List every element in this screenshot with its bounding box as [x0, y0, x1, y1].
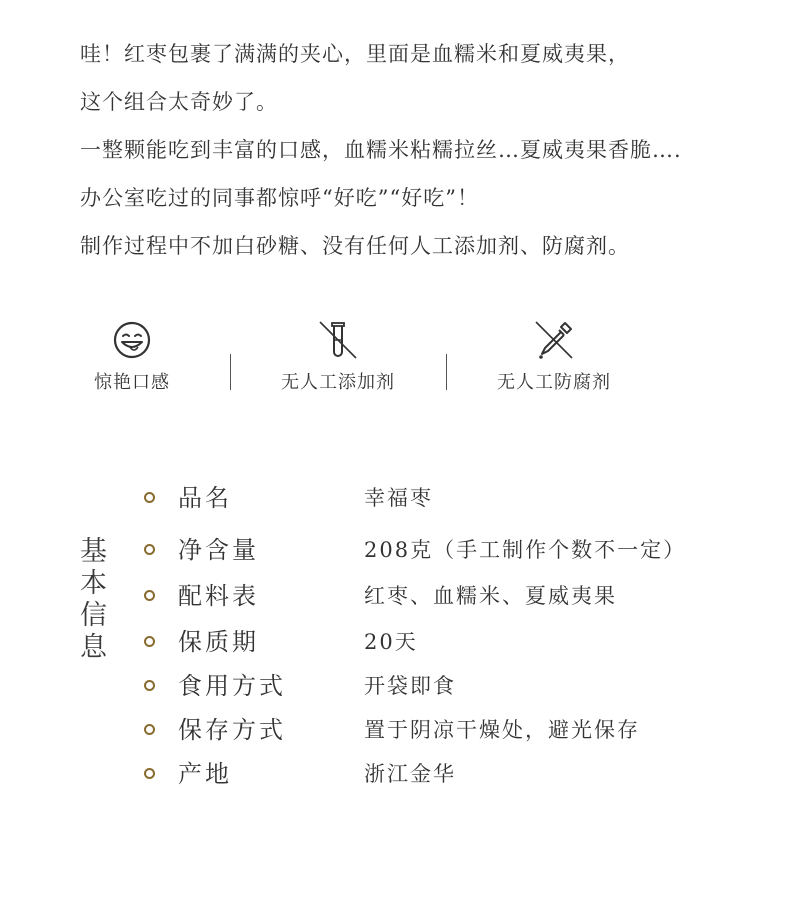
intro-line: 制作过程中不加白砂糖、没有任何人工添加剂、防腐剂。: [80, 234, 630, 258]
title-char: 息: [80, 632, 107, 663]
info-row-storage: [144, 710, 764, 750]
feature-strip: [72, 318, 652, 398]
info-key: 保存方式: [178, 716, 286, 744]
info-row-net-weight: [144, 530, 764, 570]
info-value: 开袋即食: [364, 674, 456, 698]
dropper-crossed-icon: [532, 318, 576, 362]
intro-line: 一整颗能吃到丰富的口感，血糯米粘糯拉丝…夏威夷果香脆….: [80, 138, 682, 162]
info-row-ingredients: [144, 576, 764, 616]
info-key: 食用方式: [178, 672, 286, 700]
divider: [446, 354, 447, 390]
bullet-icon: [144, 590, 155, 601]
info-row-shelf-life: [144, 622, 764, 662]
bullet-icon: [144, 636, 155, 647]
info-row-name: [144, 478, 764, 518]
info-value: 20天: [364, 630, 418, 654]
intro-text: [80, 30, 770, 270]
feature-no-preservative: [474, 318, 634, 394]
info-value: 浙江金华: [364, 762, 456, 786]
feature-label: 无人工防腐剂: [497, 372, 611, 393]
intro-line: 办公室吃过的同事都惊呼“好吃”“好吃”！: [80, 186, 479, 210]
info-key: 配料表: [178, 582, 259, 610]
basic-info-title: [80, 536, 112, 664]
info-value: 置于阴凉干燥处，避光保存: [364, 718, 640, 742]
divider: [230, 354, 231, 390]
feature-taste: [52, 318, 212, 394]
info-key: 品名: [178, 484, 232, 512]
bullet-icon: [144, 768, 155, 779]
bullet-icon: [144, 544, 155, 555]
info-value: 208克（手工制作个数不一定）: [364, 538, 687, 562]
feature-label: 惊艳口感: [94, 372, 170, 393]
intro-line: 这个组合太奇妙了。: [80, 90, 278, 114]
bullet-icon: [144, 680, 155, 691]
test-tube-crossed-icon: [316, 318, 360, 362]
title-char: 本: [80, 568, 107, 599]
info-row-origin: [144, 754, 764, 794]
title-char: 信: [80, 600, 107, 631]
bullet-icon: [144, 492, 155, 503]
intro-line: 哇！红枣包裹了满满的夹心，里面是血糯米和夏威夷果，: [80, 42, 630, 66]
info-key: 保质期: [178, 628, 259, 656]
info-value: 幸福枣: [364, 486, 433, 510]
info-row-usage: [144, 666, 764, 706]
feature-label: 无人工添加剂: [281, 372, 395, 393]
smile-icon: [110, 318, 154, 362]
info-key: 净含量: [178, 536, 259, 564]
feature-no-additive: [258, 318, 418, 394]
info-key: 产地: [178, 760, 232, 788]
info-value: 红枣、血糯米、夏威夷果: [364, 584, 617, 608]
title-char: 基: [80, 536, 107, 567]
bullet-icon: [144, 724, 155, 735]
